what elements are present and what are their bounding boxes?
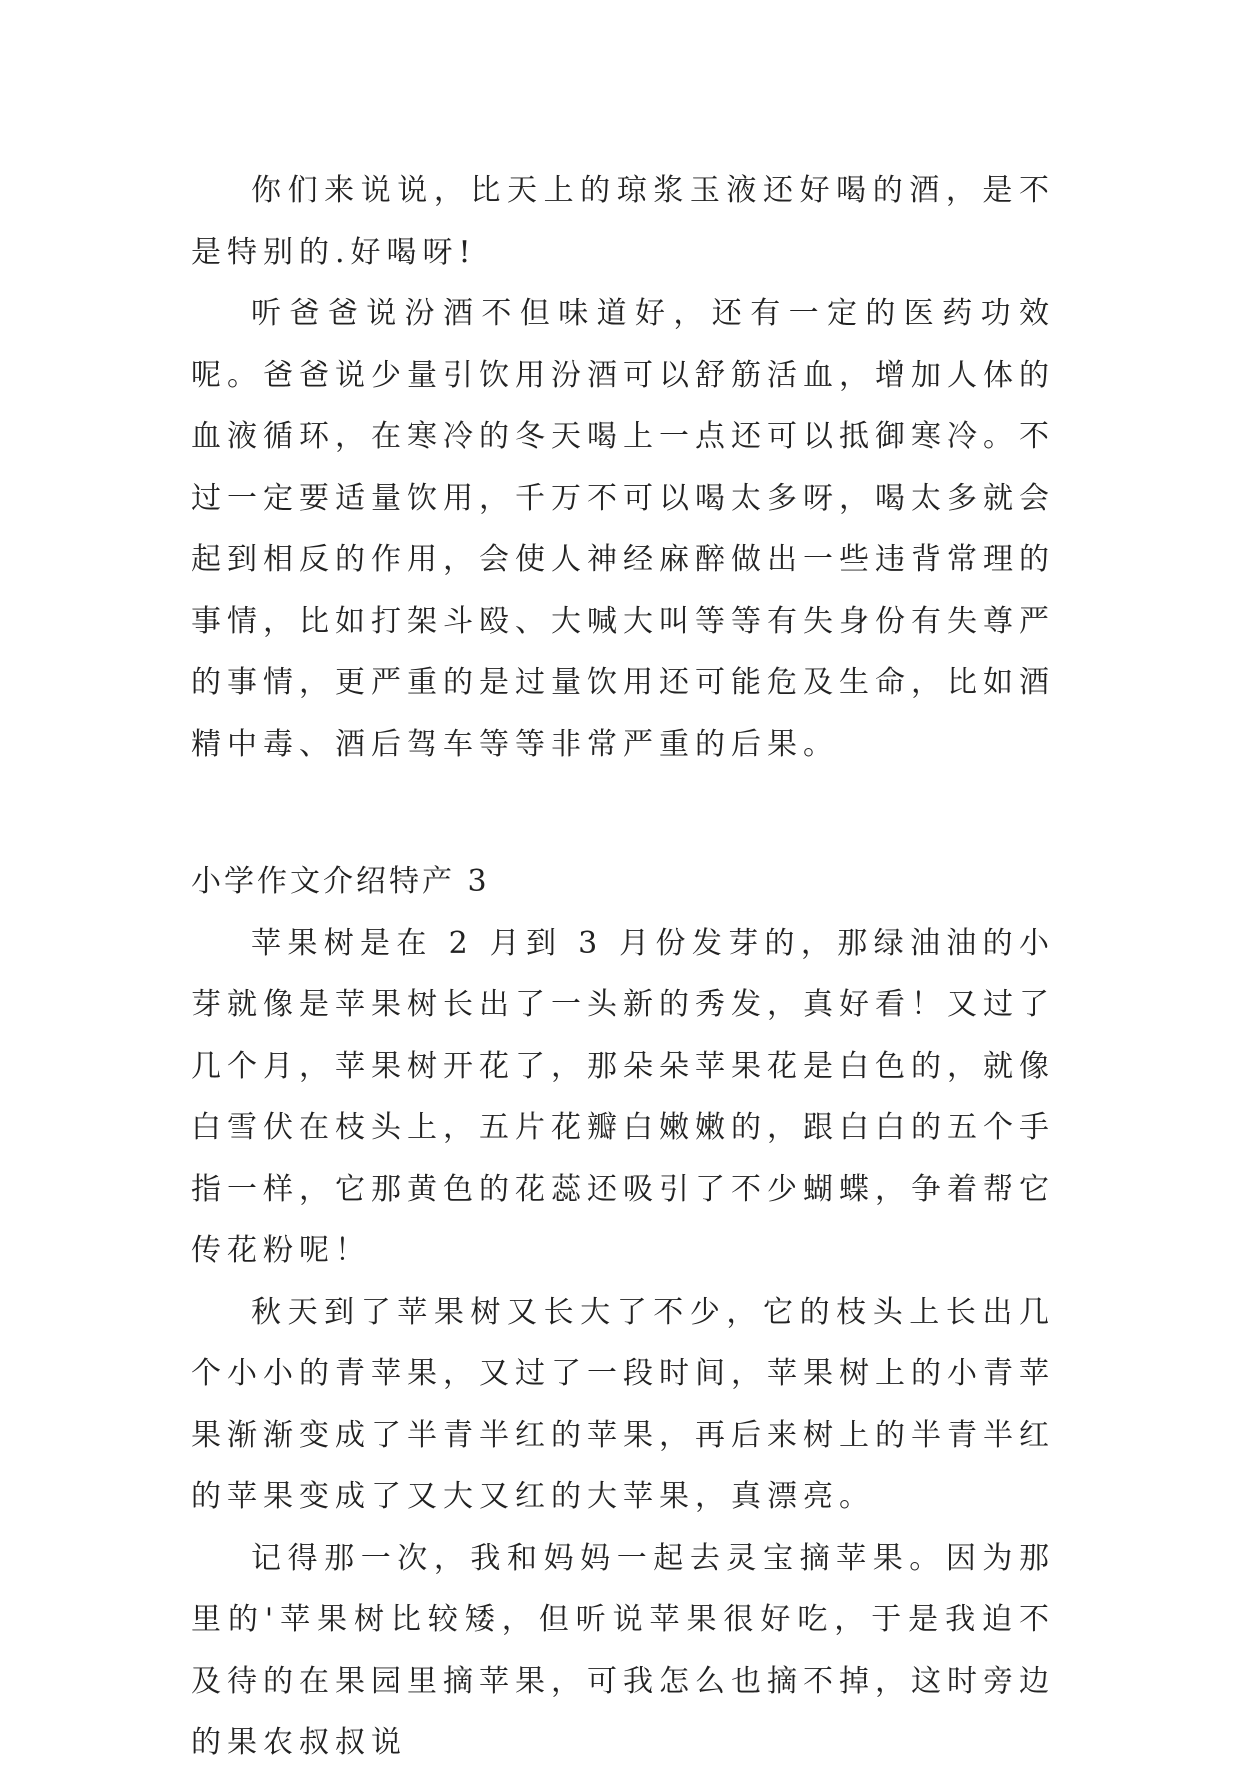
section-title: 小学作文介绍特产 3 bbox=[191, 864, 490, 899]
paragraph-apple-blossom: 苹果树是在 2 月到 3 月份发芽的，那绿油油的小芽就像是苹果树长出了一头新的秀发，真好看！又过了几个月，苹果树开花了，那朵朵苹果花是白色的，就像白雪伏在枝头上，五片花瓣白嫩嫩的，跟白白的五个手指一样，它那黄色的花蕊还吸引了不少蝴蝶，争着帮它传花粉呢！ bbox=[191, 925, 1055, 1268]
paragraph-apple-picking: 记得那一次，我和妈妈一起去灵宝摘苹果。因为那里的'苹果树比较矮，但听说苹果很好吃，于是我迫不及待的在果园里摘苹果，可我怎么也摘不掉，这时旁边的果农叔叔说 bbox=[191, 1540, 1055, 1760]
paragraph-apple-autumn: 秋天到了苹果树又长大了不少，它的枝头上长出几个小小的青苹果，又过了一段时间，苹果树上的小青苹果渐渐变成了半青半红的苹果，再后来树上的半青半红的苹果变成了又大又红的大苹果，真漂亮。 bbox=[191, 1294, 1055, 1514]
document-page bbox=[191, 160, 1055, 1774]
paragraph-fenjiu-benefits: 听爸爸说汾酒不但味道好，还有一定的医药功效呢。爸爸说少量引饮用汾酒可以舒筋活血，增加人体的血液循环，在寒冷的冬天喝上一点还可以抵御寒冷。不过一定要适量饮用，千万不可以喝太多呀，喝太多就会起到相反的作用，会使人神经麻醉做出一些违背常理的事情，比如打架斗殴、大喊大叫等等有失身份有失尊严的事情，更严重的是过量饮用还可能危及生命，比如酒精中毒、酒后驾车等等非常严重的后果。 bbox=[191, 296, 1055, 762]
paragraph-wine-question: 你们来说说，比天上的琼浆玉液还好喝的酒，是不是特别的.好喝呀! bbox=[191, 173, 1055, 270]
section-spacer bbox=[191, 775, 1055, 851]
